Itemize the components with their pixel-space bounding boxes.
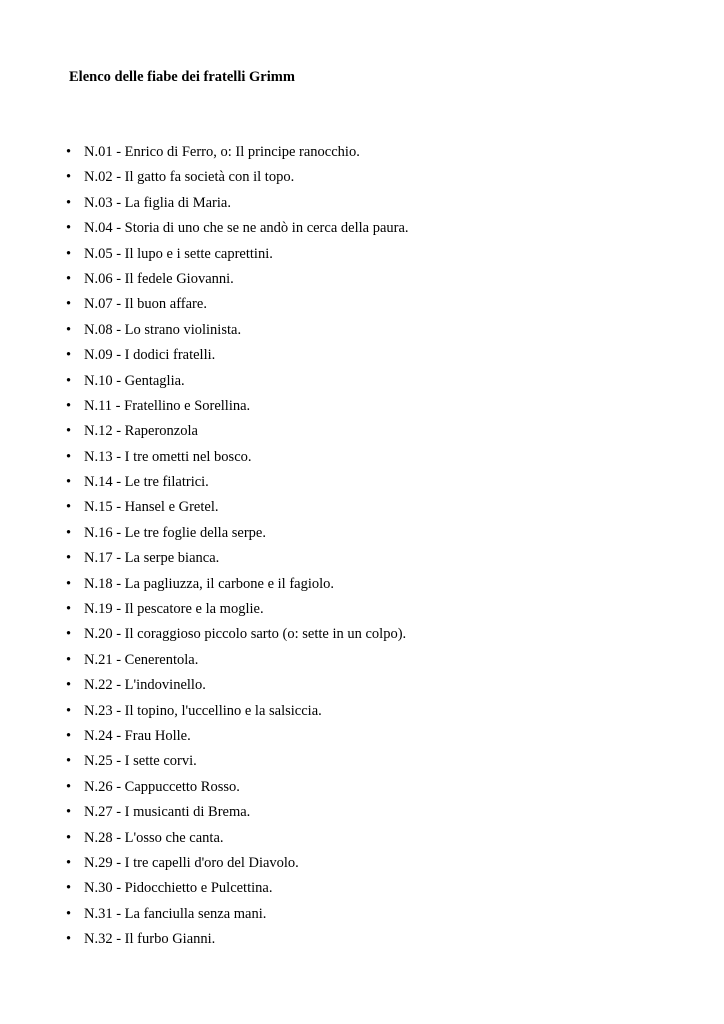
list-item-text: N.28 - L'osso che canta. <box>84 829 224 846</box>
bullet-icon: • <box>66 677 72 694</box>
bullet-icon: • <box>66 245 72 262</box>
list-item-text: N.09 - I dodici fratelli. <box>84 347 216 364</box>
bullet-icon: • <box>66 144 72 160</box>
bullet-icon: • <box>66 753 72 770</box>
list-item-text: N.03 - La figlia di Maria. <box>84 194 231 211</box>
list-item-text: N.23 - Il topino, l'uccellino e la salsiccia. <box>84 702 322 719</box>
list-item-text: N.30 - Pidocchietto e Pulcettina. <box>84 880 273 897</box>
bullet-icon: • <box>66 397 72 414</box>
list-item-text: N.21 - Cenerentola. <box>84 651 199 668</box>
list-item-text: N.01 - Enrico di Ferro, o: Il principe ranocchio. <box>84 144 360 160</box>
bullet-icon: • <box>66 575 72 592</box>
bullet-icon: • <box>66 905 72 922</box>
list-item-text: N.17 - La serpe bianca. <box>84 550 220 567</box>
bullet-icon: • <box>66 778 72 795</box>
bullet-icon: • <box>66 220 72 237</box>
list-item-text: N.22 - L'indovinello. <box>84 677 206 694</box>
bullet-icon: • <box>66 880 72 897</box>
list-item-text: N.11 - Fratellino e Sorellina. <box>84 397 251 414</box>
bullet-icon: • <box>66 727 72 744</box>
bullet-icon: • <box>66 423 72 440</box>
list-item-text: N.31 - La fanciulla senza mani. <box>84 905 267 922</box>
bullet-icon: • <box>66 651 72 668</box>
list-item-text: N.15 - Hansel e Gretel. <box>84 499 219 516</box>
bullet-icon: • <box>66 448 72 465</box>
list-item-text: N.16 - Le tre foglie della serpe. <box>84 524 266 541</box>
bullet-icon: • <box>66 524 72 541</box>
list-item-text: N.04 - Storia di uno che se ne andò in cerca della paura. <box>84 220 409 237</box>
list-item-text: N.12 - Raperonzola <box>84 423 198 440</box>
list-item-text: N.14 - Le tre filatrici. <box>84 474 209 491</box>
list-item-text: N.07 - Il buon affare. <box>84 296 207 313</box>
bullet-icon: • <box>66 804 72 821</box>
bullet-icon: • <box>66 601 72 618</box>
list-item-text: N.19 - Il pescatore e la moglie. <box>84 601 264 618</box>
bullet-icon: • <box>66 550 72 567</box>
bullet-icon: • <box>66 321 72 338</box>
list-item-text: N.20 - Il coraggioso piccolo sarto (o: sette in un colpo). <box>84 626 407 643</box>
bullet-icon: • <box>66 931 72 948</box>
bullet-icon: • <box>66 194 72 211</box>
list-item-text: N.13 - I tre ometti nel bosco. <box>84 448 252 465</box>
bullet-icon: • <box>66 499 72 516</box>
list-item-text: N.32 - Il furbo Gianni. <box>84 931 216 948</box>
list-item-text: N.05 - Il lupo e i sette caprettini. <box>84 245 273 262</box>
list-item-text: N.06 - Il fedele Giovanni. <box>84 270 234 287</box>
list-item-text: N.10 - Gentaglia. <box>84 372 185 389</box>
bullet-icon: • <box>66 702 72 719</box>
bullet-icon: • <box>66 270 72 287</box>
bullet-icon: • <box>66 372 72 389</box>
bullet-icon: • <box>66 169 72 186</box>
bullet-icon: • <box>66 347 72 364</box>
list-item-text: N.08 - Lo strano violinista. <box>84 321 242 338</box>
bullet-icon: • <box>66 829 72 846</box>
bullet-icon: • <box>66 474 72 491</box>
list-item-text: N.02 - Il gatto fa società con il topo. <box>84 169 295 186</box>
document-title: Elenco delle fiabe dei fratelli Grimm <box>69 69 295 85</box>
bullet-icon: • <box>66 626 72 643</box>
list-item-text: N.25 - I sette corvi. <box>84 753 197 770</box>
list-item-text: N.26 - Cappuccetto Rosso. <box>84 778 240 795</box>
list-item-text: N.18 - La pagliuzza, il carbone e il fagiolo. <box>84 575 335 592</box>
list-item-text: N.27 - I musicanti di Brema. <box>84 804 251 821</box>
bullet-icon: • <box>66 854 72 871</box>
list-item-text: N.24 - Frau Holle. <box>84 727 191 744</box>
bullet-icon: • <box>66 296 72 313</box>
list-item-text: N.29 - I tre capelli d'oro del Diavolo. <box>84 854 299 871</box>
